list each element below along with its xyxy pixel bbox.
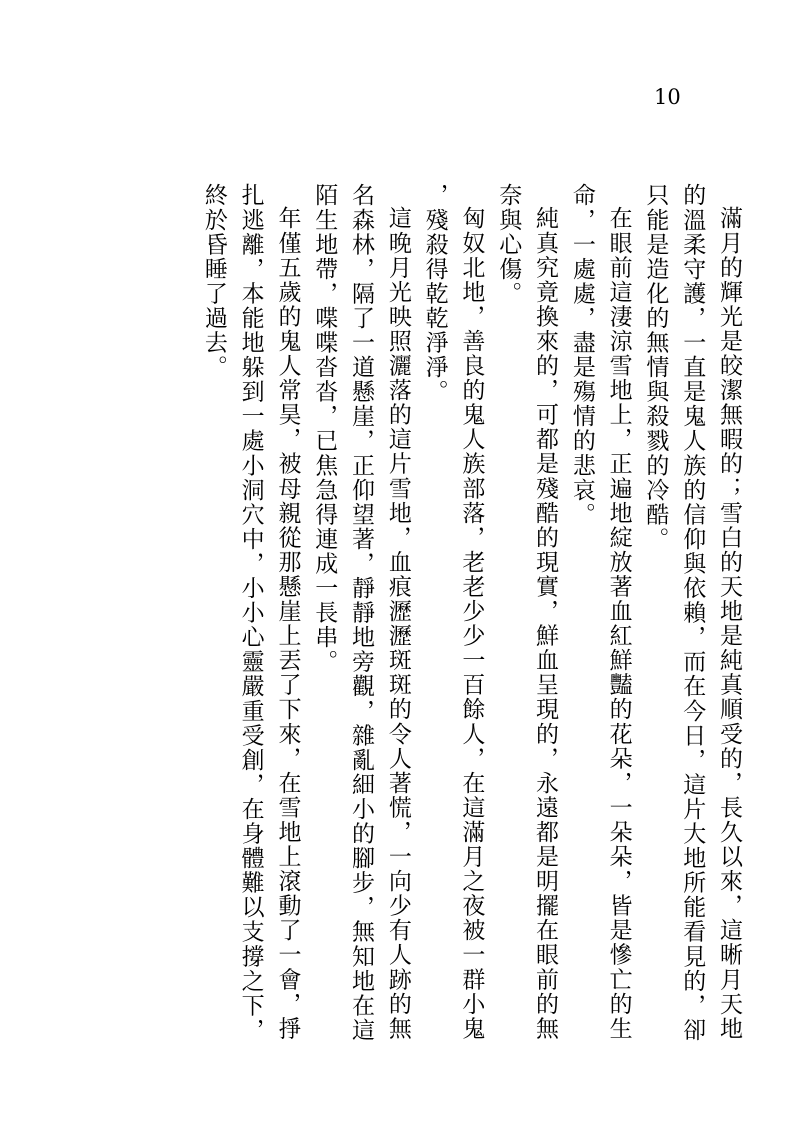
- page-number: 10: [654, 85, 681, 109]
- paragraph: 純真究竟換來的，可都是殘酷的現實，鮮血呈現的，永遠都是明擺在眼前的無奈與心傷。: [495, 183, 559, 1041]
- paragraph: 匈奴北地，善良的鬼人族部落，老老少少一百餘人，在這滿月之夜被一群小鬼，殘殺得乾乾淨淨。: [421, 183, 485, 1041]
- paragraph: 在眼前這淒涼雪地上，正遍地綻放著血紅鮮豔的花朵，一朵朵，皆是慘亡的生命，一處處，盡是殤情的悲哀。: [568, 183, 632, 1041]
- body-text: [195, 183, 747, 1063]
- paragraph: 這晚月光映照灑落的這片雪地，血痕瀝瀝斑斑的令人著慌，一向少有人跡的無名森林，隔了一道懸崖，正仰望著，靜靜地旁觀，雜亂細小的腳步，無知地在這陌生地帶，喋喋沓沓，已焦急得連成一長串。: [311, 183, 411, 1043]
- paragraph: 年僅五歲的鬼人常昊，被母親從那懸崖上丟了下來，在雪地上滾動了一會，掙扎逃離，本能地躲到一處小洞穴中，小小心靈嚴重受創，在身體難以支撐之下，終於昏睡了過去。: [200, 183, 301, 1043]
- paragraph: 滿月的輝光是皎潔無暇的；雪白的天地是純真順受的，長久以來，這晰月天地的溫柔守護，一直是鬼人族的信仰與依賴，而在今日，這片大地所能看見的，卻只能是造化的無情與殺戮的冷酷。: [642, 183, 742, 1043]
